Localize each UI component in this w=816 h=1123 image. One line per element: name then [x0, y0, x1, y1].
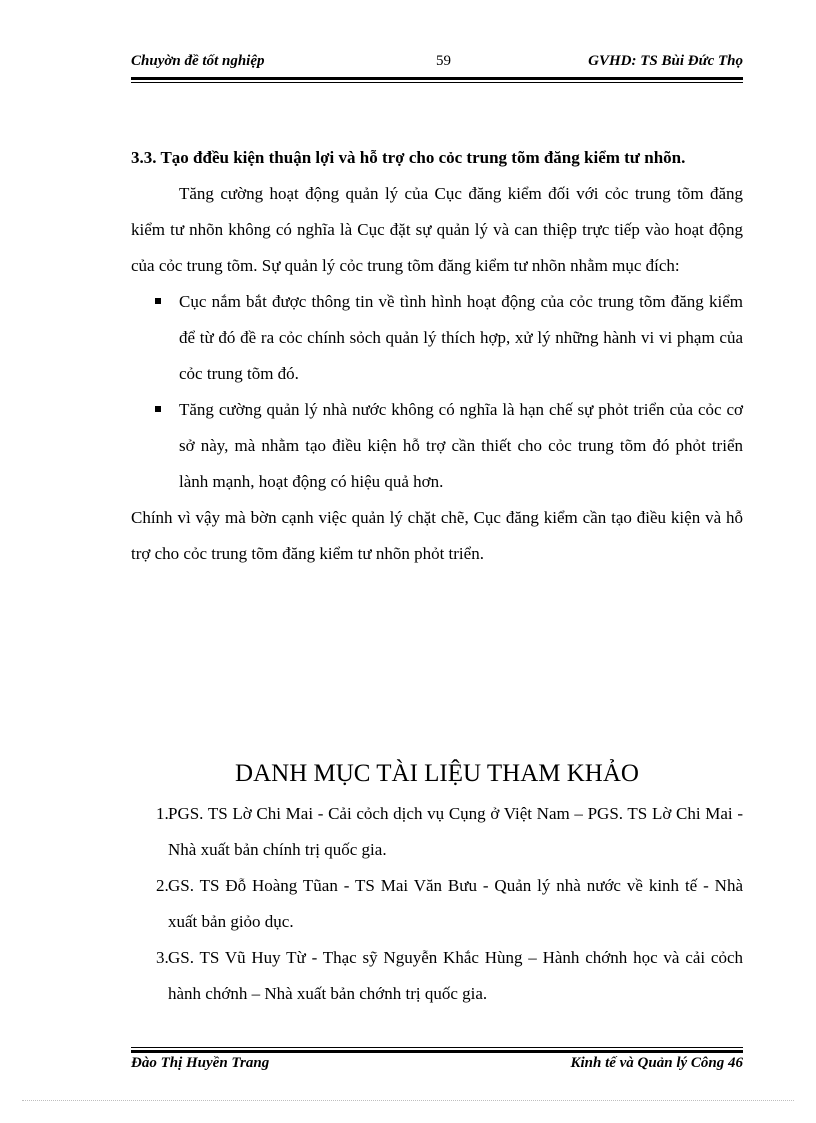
page-header	[131, 53, 743, 75]
bullet-text: Tăng cường quản lý nhà nước không có nghĩa là hạn chế sự phỏt triển của cỏc cơ sở này, mà nhằm tạo điều kiện hỗ trợ cần thiết cho cỏc trung tõm đó phỏt triển lành mạnh, hoạt động có hiệu quả hơn.	[179, 400, 743, 491]
references-heading: DANH MỤC TÀI LIỆU THAM KHẢO	[235, 760, 639, 787]
bullet-list	[131, 284, 743, 500]
header-supervisor: GVHD: TS Bùi Đức Thọ	[588, 53, 743, 69]
section-intro-paragraph: Tăng cường hoạt động quản lý của Cục đăng kiểm đối với cỏc trung tõm đăng kiểm tư nhõn không có nghĩa là Cục đặt sự quản lý và can thiệp trực tiếp vào hoạt động của cỏc trung tõm. Sự quản lý cỏc trung tõm đăng kiểm tư nhõn nhằm mục đích:	[131, 184, 743, 275]
page-edge-divider	[22, 1100, 794, 1101]
section-heading: 3.3. Tạo đđều kiện thuận lợi và hỗ trợ cho cỏc trung tõm đăng kiểm tư nhõn.	[131, 148, 686, 167]
footer-program: Kinh tế và Quản lý Công 46	[570, 1055, 743, 1071]
section-content	[131, 140, 743, 572]
reference-text: PGS. TS Lờ Chi Mai - Cải cỏch dịch vụ Cụng ở Việt Nam – PGS. TS Lờ Chi Mai - Nhà xuất bản chính trị quốc gia.	[168, 804, 743, 859]
reference-text: GS. TS Đỗ Hoàng Tũan - TS Mai Văn Bưu - Quản lý nhà nước về kinh tế - Nhà xuất bản giỏo dục.	[168, 876, 743, 931]
header-divider	[131, 77, 743, 83]
reference-item	[131, 868, 743, 940]
reference-text: GS. TS Vũ Huy Từ - Thạc sỹ Nguyễn Khắc Hùng – Hành chớnh học và cải cỏch hành chớnh – Nhà xuất bản chớnh trị quốc gia.	[168, 948, 743, 1003]
reference-item	[131, 940, 743, 1012]
reference-number: 1.	[156, 804, 169, 823]
section-conclusion-paragraph: Chính vì vậy mà bờn cạnh việc quản lý chặt chẽ, Cục đăng kiểm cần tạo điều kiện và hỗ trợ cho cỏc trung tõm đăng kiểm tư nhõn phỏt triển.	[131, 508, 743, 563]
bullet-item	[179, 392, 743, 500]
header-page-number: 59	[436, 53, 451, 69]
footer-author: Đào Thị Huyền Trang	[131, 1055, 270, 1071]
page-footer	[131, 1055, 743, 1077]
header-document-title: Chuyờn đề tốt nghiệp	[131, 53, 265, 69]
bullet-text: Cục nắm bắt được thông tin về tình hình hoạt động của cỏc trung tõm đăng kiểm để từ đó đề ra cỏc chính sỏch quản lý thích hợp, xử lý những hành vi vi phạm của cỏc trung tõm đó.	[179, 292, 743, 383]
bullet-item	[179, 284, 743, 392]
footer-divider	[131, 1047, 743, 1053]
reference-number: 2.	[156, 876, 169, 895]
square-bullet-icon	[155, 406, 161, 412]
square-bullet-icon	[155, 298, 161, 304]
reference-item	[131, 796, 743, 868]
reference-number: 3.	[156, 948, 169, 967]
references-list	[131, 796, 743, 1012]
